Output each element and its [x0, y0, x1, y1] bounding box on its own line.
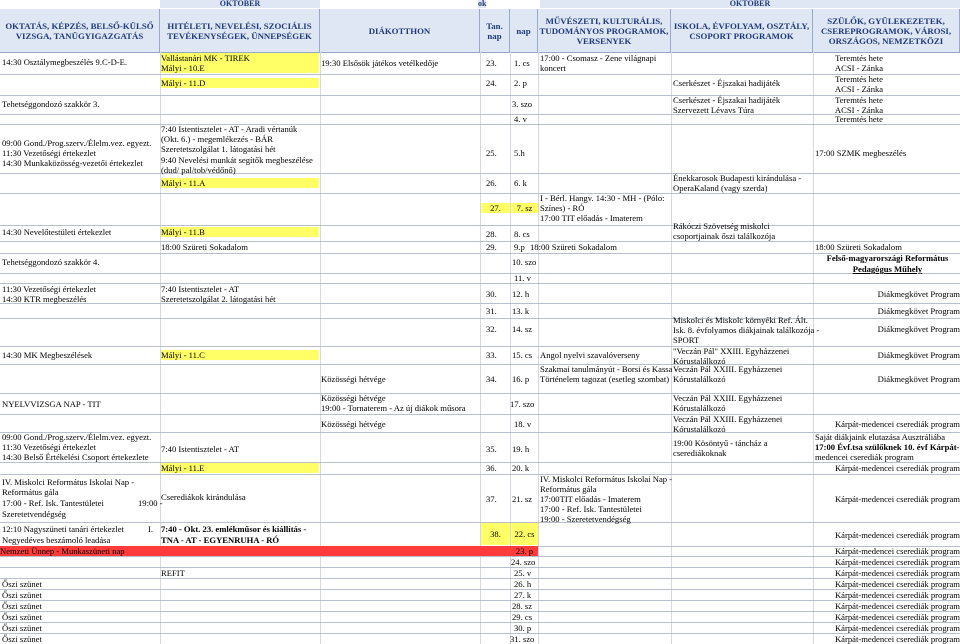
entry-service-2: 7:40 Istentisztelet - AT — [161, 284, 240, 294]
entry-autumn-29: Őszi szünet — [2, 612, 42, 622]
entry-community-2: Közösségi hétvége — [321, 393, 386, 403]
entry-exchange-trip: Cserediákok kirándulása — [161, 492, 246, 502]
entry-class-meeting: 14:30 Osztálymegbeszélés 9.C-D-E. — [2, 57, 128, 67]
day-7: 7. sz — [511, 203, 538, 213]
entry-opera: OperaKaland (vagy szerda) — [673, 183, 768, 193]
entry-refit: REFIT — [161, 568, 185, 578]
entry-helpers-names: (dud/ pal/tob/védőnő) — [161, 165, 236, 175]
day-26: 26. h — [514, 579, 532, 589]
school-day-33: 33. — [486, 350, 497, 360]
entry-exchange-25: Kárpát-medencei cserediák program — [834, 568, 960, 578]
entry-scout-night-2: Cserkészet - Éjszakai hadijáték — [673, 95, 781, 105]
entry-creation-week-3: Teremtés hete — [835, 95, 883, 105]
entry-veczan-1a: "Veczán Pál" XXIII. Egyházzenei — [673, 346, 790, 356]
day-6: 6. k — [514, 178, 527, 188]
entry-exchange-23: Kárpát-medencei cserediák program — [834, 546, 960, 556]
entry-exchange-22: Kárpát-medencei cserediák program — [834, 530, 960, 540]
entry-autumn-30: Őszi szünet — [2, 623, 42, 633]
school-day-23: 23. — [486, 58, 497, 68]
entry-reception-m: 19:00 - Szeretetvendégség — [540, 514, 631, 524]
entry-veczan-1b: Kórustalálkozó — [673, 356, 726, 366]
entry-rakoczi: Rákóczi Szövetség miskolci — [673, 221, 770, 231]
entry-ref-gala-a: Református gála — [2, 487, 59, 497]
entry-malyi-11c: Mályi - 11.C — [161, 350, 319, 360]
day-21: 21. sz — [512, 494, 533, 504]
entry-ref-gala-m: Református gála — [540, 484, 597, 494]
entry-wg-leaders: 14:30 Munkaközösség-vezetői értekezlet — [2, 158, 143, 168]
school-day-28: 28. — [486, 229, 497, 239]
entry-staff-meeting: 14:30 Nevelőtestületi értekezlet — [2, 227, 112, 237]
entry-exchange-29: Kárpát-medencei cserediák program — [834, 612, 960, 622]
day-18: 18. v — [514, 419, 532, 429]
school-day-25: 25. — [486, 148, 497, 158]
day-20: 20. k — [512, 463, 530, 473]
entry-oct23-show: 7:40 - Okt. 23. emlékműsor és kiállítás - — [161, 524, 307, 534]
day-1: 1. cs — [514, 58, 530, 68]
entry-harvest-1: 18:00 Szüreti Sokadalom — [161, 242, 248, 252]
entry-exchange-18: Kárpát-medencei cserediák program — [834, 419, 960, 429]
entry-tit-m: 17:00TIT előadás - Imaterem — [540, 494, 641, 504]
entry-coord-2: 09:00 Gond./Prog.szerv./Élelm.vez. egyezt. — [2, 432, 152, 442]
entry-veczan-3a: Veczán Pál XXIII. Egyházzenei — [673, 393, 783, 403]
entry-ref-schools: Miskolci és Miskolc környéki Ref. Ált. — [673, 315, 808, 325]
month-label-left: OKTÓBER — [160, 0, 320, 8]
entry-staff-a: 17:00 - Ref. Isk. Tantestületei — [2, 498, 104, 508]
day-23: 23. p — [511, 546, 538, 556]
entry-organised-tour: Szervezett Lévavs Túra — [673, 105, 754, 115]
entry-community-3: Közösségi hétvége — [321, 419, 386, 429]
school-day-30: 30. — [486, 289, 497, 299]
entry-concert-pass-2: Színes) - RÓ — [540, 203, 585, 213]
entry-ref-day-a: IV. Miskolci Református Iskolai Nap - — [2, 477, 135, 487]
school-day-38: 38. — [481, 523, 510, 545]
entry-ref-day-m: IV. Miskolci Református Iskolai Nap - — [540, 474, 673, 484]
day-29: 29. cs — [512, 612, 533, 622]
entry-diakmeg-3: Diákmegkövet Program — [877, 324, 960, 334]
entry-acsi-2: ACSI - Zánka — [834, 84, 884, 94]
day-12: 12. h — [512, 289, 530, 299]
entry-religious-mk: Vallástanári MK - TIREK — [161, 53, 319, 63]
entry-leadership-3: 11:30 Vezetőségi értekezlet — [2, 442, 97, 452]
header-day: nap — [510, 9, 538, 53]
entry-quarterly: Negyedéves beszámoló leadása — [2, 535, 111, 545]
entry-tna: TNA - AT - EGYENRUHA - RÓ — [161, 535, 280, 545]
day-13: 13. k — [512, 306, 530, 316]
entry-ktr: 14:30 KTR megbeszélés — [2, 294, 87, 304]
entry-concert-1: 17:00 - Csomasz - Zene világnapi — [540, 53, 657, 63]
day-15: 15. cs — [512, 350, 533, 360]
entry-newstudents-show: 19:00 - Tornaterem - Az új diákok műsora — [321, 403, 466, 413]
entry-exchange-27: Kárpát-medencei cserediák program — [834, 590, 960, 600]
header-school-programs: ISKOLA, ÉVFOLYAM, OSZTÁLY, CSOPORT PROGRAMOK — [671, 9, 813, 53]
entry-malyi-11b: Mályi - 11.B — [161, 227, 319, 237]
entry-break-meeting: 12:10 Nagyszüneti tanári értekezlet — [2, 524, 124, 534]
school-day-27: 27. — [481, 203, 510, 213]
school-day-34: 34. — [486, 374, 497, 384]
entry-australia: Saját diákjaink elutazása Ausztráliába — [815, 432, 946, 442]
entry-veczan-2b: Kórustalálkozó — [673, 374, 726, 384]
day-10: 10. szo — [512, 257, 537, 267]
entry-choir-trip: Énekkarosok Budapesti kirándulása - — [673, 173, 802, 183]
entry-ped-workshop-1: Felső-magyarországi Református — [826, 253, 949, 263]
entry-diakmeg-1: Diákmegkövet Program — [877, 289, 960, 299]
month-label-right: OKTÓBER — [540, 0, 960, 8]
day-28: 28. sz — [512, 601, 533, 611]
school-day-31: 31. — [486, 306, 497, 316]
entry-service-arad: 7:40 Istentisztelet - AT - Aradi vértanúk — [161, 124, 298, 134]
header-religious: HITÉLETI, NEVELÉSI, SZOCIÁLIS TEVÉKENYSÉGEK, ÜNNEPSÉGEK — [160, 9, 320, 53]
entry-dance-1: 19:00 Kösöntyű - táncház a — [673, 438, 768, 448]
entry-dance-2: cserediákoknak — [673, 448, 727, 458]
day-31: 31. szo — [510, 634, 535, 644]
school-day-26: 26. — [486, 178, 497, 188]
entry-veczan-3b: Kórustalálkozó — [673, 403, 726, 413]
entry-veczan-2a: Veczán Pál XXIII. Egyházzenei — [673, 364, 783, 374]
entry-exchange-28: Kárpát-medencei cserediák program — [834, 601, 960, 611]
entry-evaluation: 14:30 Belső Értékelési Csoport értekezlete — [2, 452, 149, 462]
entry-autumn-26: Őszi szünet — [2, 579, 42, 589]
entry-leadership: 11:30 Vezetőségi értekezlet — [2, 148, 97, 158]
entry-reception-a: Szeretetvendégség — [2, 509, 66, 519]
header-education: OKTATÁS, KÉPZÉS, BELSŐ-KÜLSŐ VIZSGA, TANÜGYIGAZGATÁS — [0, 9, 160, 53]
header-arts: MŰVÉSZETI, KULTURÁLIS, TUDOMÁNYOS PROGRAMOK, VERSENYEK — [538, 9, 671, 53]
school-day-36: 36. — [486, 463, 497, 473]
entry-malyi-11e: Mályi - 11.E — [161, 463, 319, 473]
entry-malyi-10e: Mályi - 10.E — [161, 63, 319, 73]
entry-veczan-4a: Veczán Pál XXIII. Egyházzenei — [673, 414, 783, 424]
entry-parents-meeting: 17:00 Évf.tsa szülőknek 10. évf Kárpát- — [815, 442, 960, 452]
entry-service-3: 7:40 Istentisztelet - AT — [161, 444, 240, 454]
day-27: 27. k — [514, 590, 532, 600]
entry-study-trip: Szakmai tanulmányút - Borsi és Kassa - — [540, 364, 678, 374]
entry-exchange-21: Kárpát-medencei cserediák program — [834, 494, 960, 504]
entry-acsi-3: ACSI - Zánka — [834, 105, 884, 115]
entry-break-i: I. — [148, 524, 154, 534]
entry-diakmeg-5: Diákmegkövet Program — [877, 374, 960, 384]
entry-charity-2: Szeretetszolgálat 2. látogatási hét — [161, 294, 276, 304]
entry-harvest-3: 18:00 Szüreti Sokadalom — [815, 242, 902, 252]
entry-creation-week-2: Teremtés hete — [835, 74, 883, 84]
day-9: 9.p — [514, 242, 525, 252]
entry-sport: SPORT — [673, 335, 700, 345]
day-5: 5.h — [514, 148, 525, 158]
entry-autumn-28: Őszi szünet — [2, 601, 42, 611]
day-25: 25. v — [514, 568, 532, 578]
day-3: 3. szo — [512, 99, 533, 109]
entry-scout-night: Cserkészet - Éjszakai hadijáték — [673, 78, 781, 88]
entry-exchange-24: Kárpát-medencei cserediák program — [834, 557, 960, 567]
entry-staff-m: 17:00 - Ref. Isk. Tantestületei — [540, 504, 642, 514]
entry-freshmen-contest: 19:30 Elsősök játékos vetélkedője — [321, 58, 439, 68]
day-16: 16. p — [512, 374, 530, 384]
entry-poetry: Angol nyelvi szavalóverseny — [540, 350, 640, 360]
entry-national-holiday: Nemzeti Ünnep - Munkaszüneti nap — [0, 546, 538, 556]
entry-concert-2: koncert — [540, 63, 566, 73]
header-school-day: Tan. nap — [480, 9, 510, 53]
school-day-24: 24. — [486, 78, 497, 88]
entry-grade8: Isk. 8. évfolyamos diákjainak találkozója - — [673, 325, 820, 335]
entry-charity-1: Szeretetszolgálat 1. látogatási hét — [161, 144, 276, 154]
day-22: 22. cs — [511, 523, 538, 545]
entry-commemoration: (Okt. 6.) - megemlékezés - BÁR — [161, 134, 273, 144]
day-30: 30. p — [514, 623, 532, 633]
entry-diakmeg-2: Diákmegkövet Program — [877, 306, 960, 316]
entry-helpers-meeting: 9:40 Nevelési munkát segítők megbeszélése — [161, 155, 313, 165]
entry-exchange-26: Kárpát-medencei cserediák program — [834, 579, 960, 589]
entry-creation-week-4: Teremtés hete — [835, 114, 883, 124]
school-day-29: 29. — [486, 242, 497, 252]
entry-talent-4: Tehetséggondozó szakkör 4. — [2, 257, 100, 267]
day-4: 4. v — [514, 114, 527, 124]
entry-ped-workshop-2: Pedagógus Műhely — [852, 264, 923, 274]
day-14: 14. sz — [512, 324, 533, 334]
day-19: 19. h — [512, 444, 530, 454]
entry-acsi: ACSI - Zánka — [834, 63, 884, 73]
school-day-37: 37. — [486, 494, 497, 504]
day-2: 2. p — [514, 78, 527, 88]
entry-time-a: 19:00 - — [138, 498, 163, 508]
school-day-35: 35. — [486, 444, 497, 454]
entry-language-exam: NYELVVIZSGA NAP - TIT — [2, 399, 101, 409]
entry-harvest-2: 18:00 Szüreti Sokadalom — [530, 242, 617, 252]
school-day-32: 32. — [486, 324, 497, 334]
entry-exchange-31: Kárpát-medencei cserediák program — [834, 634, 960, 644]
day-11: 11. v — [514, 273, 531, 283]
entry-malyi-11d: Mályi - 11.D — [161, 78, 319, 88]
header-dormitory: DIÁKOTTHON — [320, 9, 480, 53]
entry-exchange-20: Kárpát-medencei cserediák program — [834, 463, 960, 473]
entry-community-1: Közösségi hétvége — [321, 374, 386, 384]
entry-autumn-31: Őszi szünet — [2, 634, 42, 644]
entry-autumn-27: Őszi szünet — [2, 590, 42, 600]
entry-exchange-30: Kárpát-medencei cserediák program — [834, 623, 960, 633]
entry-mk-meetings: 14:30 MK Megbeszélések — [2, 350, 93, 360]
entry-tit-lecture: 17:00 TIT előadás - Imaterem — [540, 213, 643, 223]
header-parents: SZÜLŐK, GYÜLEKEZETEK, CSEREPROGRAMOK, VÁROSI, ORSZÁGOS, NEMZETKÖZI — [813, 9, 960, 53]
month-label-mid: ok — [478, 0, 487, 8]
entry-szmk: 17:00 SZMK megbeszélés — [815, 148, 907, 158]
entry-diakmeg-4: Diákmegkövet Program — [877, 350, 960, 360]
entry-exchange-19: medencei cserediák program — [815, 452, 914, 462]
entry-rakoczi-2: csoportjainak őszi találkozója — [673, 231, 776, 241]
entry-leadership-2: 11:30 Vezetőségi értekezlet — [2, 284, 97, 294]
entry-history: Történelem tagozat (esetleg szombat) — [540, 374, 670, 384]
entry-talent-3: Tehetséggondozó szakkör 3. — [2, 99, 100, 109]
entry-concert-pass: I - Bérl. Hangv. 14:30 - MH - (Pólo: — [540, 193, 665, 203]
entry-malyi-11a: Mályi - 11.A — [161, 178, 319, 188]
day-8: 8. cs — [514, 229, 530, 239]
entry-veczan-4b: Kórustalálkozó — [673, 424, 726, 434]
day-24: 24. szo — [511, 557, 536, 567]
entry-coord: 09:00 Gond./Prog.szerv./Élelm.vez. egyezt. — [2, 138, 152, 148]
entry-creation-week: Teremtés hete — [835, 53, 883, 63]
day-17: 17. szo — [510, 399, 535, 409]
